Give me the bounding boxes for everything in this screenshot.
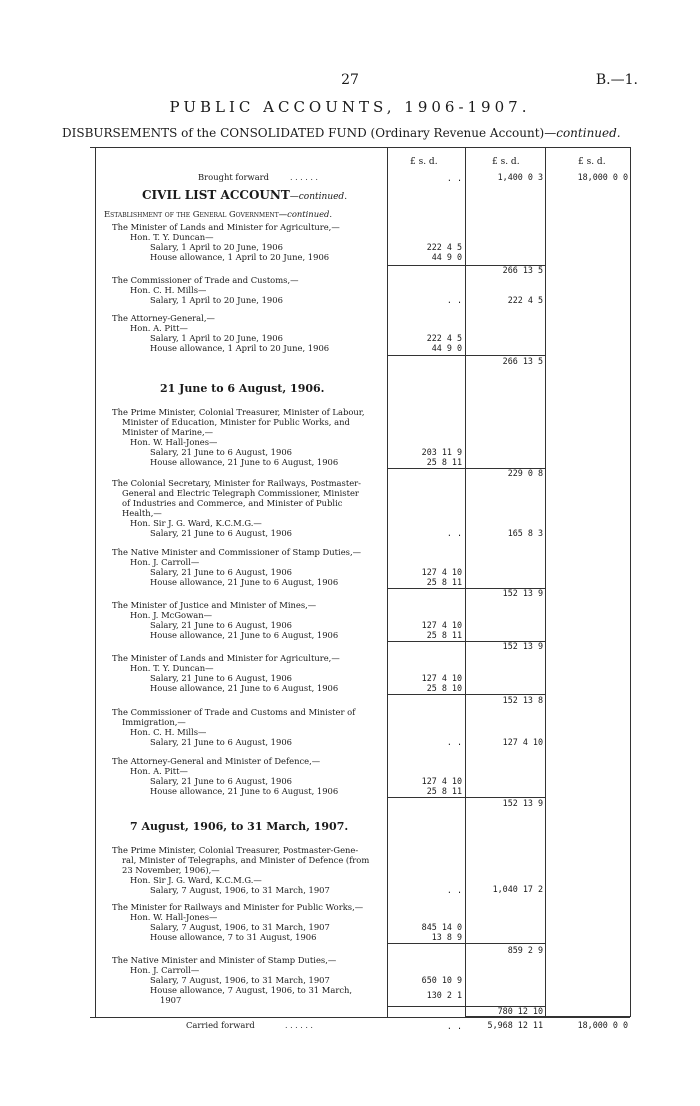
entry-title: The Prime Minister, Colonial Treasurer, Minister of Labour, <box>112 407 365 417</box>
establishment-heading-text: Establishment of the General Government <box>104 209 279 219</box>
entry-line-value: 25 8 11 <box>426 630 462 640</box>
entry-total: 152 13 8 <box>502 695 543 705</box>
carried-forward-c3: 18,000 0 0 <box>577 1020 628 1030</box>
subtitle-continued: continued. <box>556 126 621 140</box>
entry-line-value: 222 4 5 <box>426 333 462 343</box>
entry-title: Minister of Marine,— <box>122 427 214 437</box>
entry-line-value: 127 4 10 <box>421 776 462 786</box>
entry-title: The Native Minister and Commissioner of Stamp Duties,— <box>112 547 361 557</box>
brought-forward-label: Brought forward <box>198 172 270 182</box>
column-divider-3 <box>545 147 546 1017</box>
entry-line-value: . . <box>446 528 462 538</box>
entry-line-value: 222 4 5 <box>426 242 462 252</box>
carried-forward-label: Carried forward <box>186 1020 255 1030</box>
entry-title: Immigration,— <box>122 717 186 727</box>
entry-line-value: . . <box>446 295 462 305</box>
civil-list-heading-bold: CIVIL LIST ACCOUNT <box>142 188 290 202</box>
entry-total: 152 13 9 <box>502 798 543 808</box>
entry-line: Salary, 21 June to 6 August, 1906 <box>150 776 292 786</box>
column-header-2: £ s. d. <box>492 157 520 167</box>
entry-total: 1,040 17 2 <box>492 884 543 894</box>
entry-total: 165 8 3 <box>507 528 543 538</box>
establishment-heading <box>104 209 332 219</box>
entry-line-value: 44 9 0 <box>431 343 462 353</box>
entry-line-value: 44 9 0 <box>431 252 462 262</box>
entry-line: House allowance, 21 June to 6 August, 1906 <box>150 577 339 587</box>
entry-total: 266 13 5 <box>502 356 543 366</box>
entry-title: Minister of Education, Minister for Public Works, and <box>122 417 350 427</box>
entry-line: House allowance, 21 June to 6 August, 1906 <box>150 786 339 796</box>
civil-list-heading <box>142 188 347 204</box>
entry-person: Hon. T. Y. Duncan— <box>130 232 214 242</box>
brought-forward-c1: . . <box>446 173 462 183</box>
entry-total: 229 0 8 <box>507 468 543 478</box>
entry-total: 266 13 5 <box>502 265 543 275</box>
establishment-heading-continued: —continued. <box>278 209 333 219</box>
entry-line-value: 25 8 11 <box>426 786 462 796</box>
brought-forward-c3: 18,000 0 0 <box>577 172 628 182</box>
entry-title: of Industries and Commerce, and Minister of Public <box>122 498 343 508</box>
entry-line: Salary, 21 June to 6 August, 1906 <box>150 737 292 747</box>
entry-line-value: 130 2 1 <box>426 990 462 1000</box>
entry-title: The Prime Minister, Colonial Treasurer, Postmaster-Gene- <box>112 845 359 855</box>
table-top-rule <box>90 147 630 148</box>
entry-line: House allowance, 21 June to 6 August, 1906 <box>150 457 339 467</box>
entry-line-value: . . <box>446 737 462 747</box>
entry-person: Hon. C. H. Mills— <box>130 285 207 295</box>
entry-line-value: 203 11 9 <box>421 447 462 457</box>
entry-line: Salary, 7 August, 1906, to 31 March, 1907 <box>150 922 330 932</box>
entry-person: Hon. A. Pitt— <box>130 766 188 776</box>
civil-list-heading-continued: —continued. <box>289 192 348 202</box>
entry-person: Hon. W. Hall-Jones— <box>130 912 218 922</box>
entry-line-value: 845 14 0 <box>421 922 462 932</box>
carried-forward-c1: . . <box>446 1021 462 1031</box>
table-left-border <box>95 147 96 1017</box>
column-header-3: £ s. d. <box>578 157 606 167</box>
period-heading-2: 21 June to 6 August, 1906. <box>160 382 325 395</box>
entry-line-value: . . <box>446 885 462 895</box>
entry-total: 859 2 9 <box>507 945 543 955</box>
column-divider-2 <box>465 147 466 1017</box>
entry-line: 1907 <box>160 995 182 1005</box>
column-header-1: £ s. d. <box>410 157 438 167</box>
entry-total: 780 12 10 <box>497 1006 543 1016</box>
entry-person: Hon. J. McGowan— <box>130 610 213 620</box>
entry-line: Salary, 21 June to 6 August, 1906 <box>150 447 292 457</box>
entry-line: Salary, 7 August, 1906, to 31 March, 1907 <box>150 975 330 985</box>
entry-line: Salary, 21 June to 6 August, 1906 <box>150 673 292 683</box>
leader-dots: . . . . . . <box>285 1021 313 1030</box>
entry-line: House allowance, 21 June to 6 August, 1906 <box>150 683 339 693</box>
page-subtitle <box>62 126 621 140</box>
subtotal-rule <box>387 943 545 944</box>
page-title: PUBLIC ACCOUNTS, 1906-1907. <box>169 98 531 116</box>
carried-forward-c2: 5,968 12 11 <box>487 1020 543 1030</box>
entry-line-value: 13 8 9 <box>431 932 462 942</box>
entry-person: Hon. J. Carroll— <box>130 557 200 567</box>
entry-title: ral, Minister of Telegraphs, and Minister of Defence (from <box>122 855 370 865</box>
entry-title: General and Electric Telegraph Commissioner, Minister <box>122 488 359 498</box>
brought-forward-c2: 1,400 0 3 <box>497 172 543 182</box>
entry-person: Hon. W. Hall-Jones— <box>130 437 218 447</box>
entry-line: House allowance, 1 April to 20 June, 1906 <box>150 252 330 262</box>
entry-line: House allowance, 1 April to 20 June, 1906 <box>150 343 330 353</box>
entry-title: The Native Minister and Minister of Stamp Duties,— <box>112 955 337 965</box>
entry-line: House allowance, 21 June to 6 August, 1906 <box>150 630 339 640</box>
entry-person: Hon. Sir J. G. Ward, K.C.M.G.— <box>130 518 262 528</box>
entry-person: Hon. A. Pitt— <box>130 323 188 333</box>
period-heading-3: 7 August, 1906, to 31 March, 1907. <box>130 820 349 833</box>
entry-line: House allowance, 7 to 31 August, 1906 <box>150 932 317 942</box>
entry-line-value: 25 8 11 <box>426 577 462 587</box>
entry-total: 152 13 9 <box>502 641 543 651</box>
entry-line-value: 127 4 10 <box>421 673 462 683</box>
table-bottom-rule <box>90 1017 630 1018</box>
subtitle-main: DISBURSEMENTS of the CONSOLIDATED FUND (Ordinary Revenue Account)— <box>62 126 557 140</box>
entry-line: Salary, 1 April to 20 June, 1906 <box>150 242 283 252</box>
entry-person: Hon. Sir J. G. Ward, K.C.M.G.— <box>130 875 262 885</box>
entry-title: The Colonial Secretary, Minister for Railways, Postmaster- <box>112 478 361 488</box>
entry-title: The Minister for Railways and Minister for Public Works,— <box>112 902 364 912</box>
entry-line: Salary, 21 June to 6 August, 1906 <box>150 620 292 630</box>
entry-total: 222 4 5 <box>507 295 543 305</box>
entry-line: Salary, 7 August, 1906, to 31 March, 1907 <box>150 885 330 895</box>
entry-line-value: 127 4 10 <box>421 567 462 577</box>
entry-total: 127 4 10 <box>502 737 543 747</box>
entry-line-value: 650 10 9 <box>421 975 462 985</box>
entry-total: 152 13 9 <box>502 588 543 598</box>
entry-person: Hon. T. Y. Duncan— <box>130 663 214 673</box>
table-right-border <box>630 147 631 1017</box>
entry-title: The Minister of Justice and Minister of Mines,— <box>112 600 317 610</box>
entry-title: 23 November, 1906),— <box>122 865 220 875</box>
page-number: 27 <box>341 72 359 88</box>
entry-title: The Minister of Lands and Minister for Agriculture,— <box>112 653 340 663</box>
entry-person: Hon. J. Carroll— <box>130 965 200 975</box>
entry-title: The Attorney-General,— <box>112 313 215 323</box>
total-rule <box>465 1016 630 1017</box>
entry-line: House allowance, 7 August, 1906, to 31 March, <box>150 985 353 995</box>
entry-title: The Commissioner of Trade and Customs and Minister of <box>112 707 356 717</box>
entry-line: Salary, 1 April to 20 June, 1906 <box>150 295 283 305</box>
column-divider-1 <box>387 147 388 1017</box>
entry-line-value: 127 4 10 <box>421 620 462 630</box>
entry-line: Salary, 21 June to 6 August, 1906 <box>150 528 292 538</box>
entry-title: Health,— <box>122 508 162 518</box>
entry-line-value: 25 8 10 <box>426 683 462 693</box>
document-reference: B.—1. <box>595 72 638 88</box>
entry-line: Salary, 21 June to 6 August, 1906 <box>150 567 292 577</box>
entry-title: The Commissioner of Trade and Customs,— <box>112 275 299 285</box>
entry-line: Salary, 1 April to 20 June, 1906 <box>150 333 283 343</box>
entry-title: The Minister of Lands and Minister for Agriculture,— <box>112 222 340 232</box>
entry-person: Hon. C. H. Mills— <box>130 727 207 737</box>
leader-dots: . . . . . . <box>290 173 318 182</box>
entry-title: The Attorney-General and Minister of Defence,— <box>112 756 321 766</box>
entry-line-value: 25 8 11 <box>426 457 462 467</box>
